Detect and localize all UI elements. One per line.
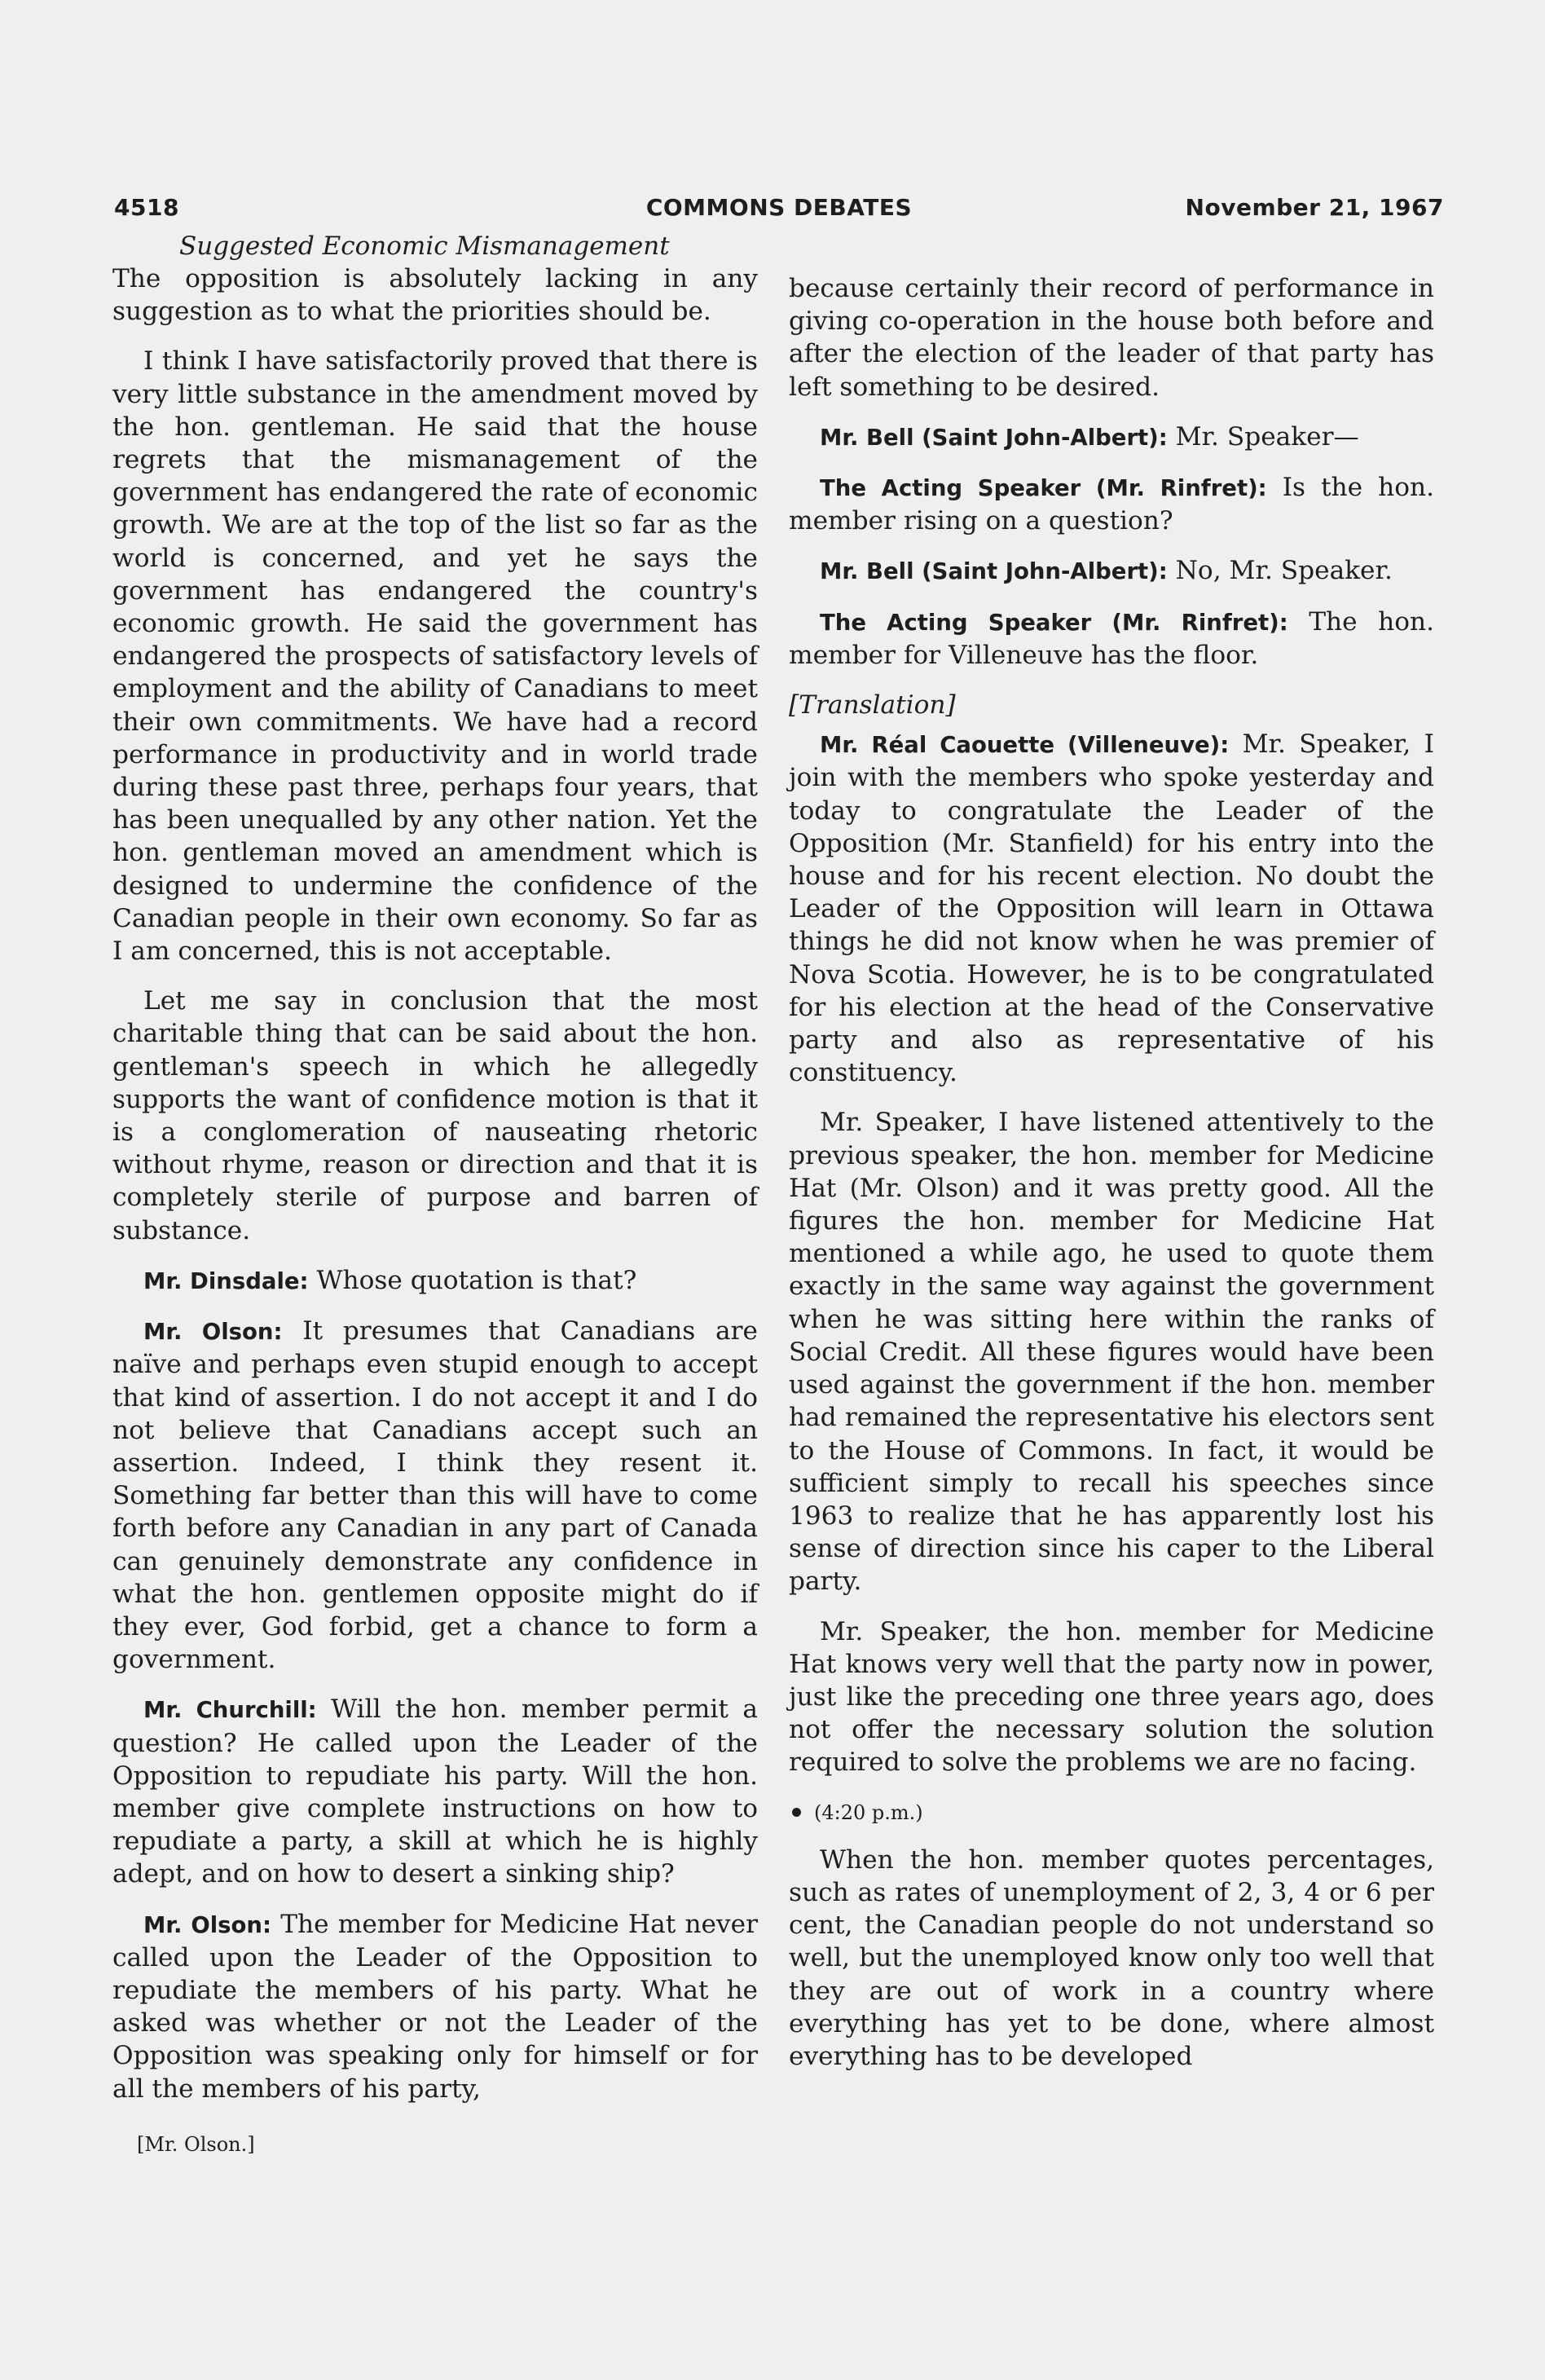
speech-paragraph [789, 421, 1434, 454]
speaker-name: Mr. Bell (Saint John-Albert): [820, 558, 1168, 585]
speech-text: Is the hon. member rising on a question? [789, 473, 1434, 536]
speaker-name: Mr. Olson: [143, 1319, 283, 1346]
speaker-name: The Acting Speaker (Mr. Rinfret): [820, 475, 1267, 502]
speaker-name: The Acting Speaker (Mr. Rinfret): [820, 609, 1288, 636]
speaker-name: Mr. Churchill: [143, 1697, 317, 1724]
speech-paragraph [112, 1315, 758, 1676]
speech-paragraph [789, 728, 1434, 1089]
speaker-name: Mr. Olson: [143, 1911, 271, 1938]
paragraph: The opposition is absolutely lacking in any suggestion as to what the priorities should be. [112, 264, 758, 327]
paragraph: because certainly their record of performance in giving co-operation in the house both before and after the election of the leader of that party has left something to be desired. [789, 274, 1434, 402]
publication-title: COMMONS DEBATES [645, 194, 913, 221]
paragraph: Mr. Speaker, I have listened attentively to the previous speaker, the hon. member for Medicine Hat (Mr. Olson) and it was pretty good. All the figures the hon. member for Medicine Hat mentioned a while ago, he used to quote them exactly in the same way against the government when he was sitting here within the ranks of Social Credit. All these figures would have been used against the government if the hon. member had remained the representative his electors sent to the House of Commons. In fact, it would be sufficient simply to recall his speeches since 1963 to realize that he has apparently lost his sense of direction since his caper to the Liberal party. [789, 1108, 1434, 1597]
speech-text: The member for Medicine Hat never called upon the Leader of the Opposition to repudiate the members of his party. What he asked was whether or not the Leader of the Opposition was speaking only for himself or for all the members of his party, [112, 1909, 758, 2104]
speech-text: Will the hon. member permit a question? He called upon the Leader of the Opposition to repudiate his party. Will the hon. member give complete instructions on how to repudiate a party, a skill at which he is highly adept, and on how to desert a sinking ship? [112, 1695, 758, 1889]
page-number: 4518 [114, 194, 179, 221]
speech-text: No, Mr. Speaker. [1167, 556, 1393, 586]
right-column [789, 272, 1434, 2090]
left-column [112, 230, 758, 2122]
translation-marker: [Translation] [789, 690, 956, 721]
paragraph: When the hon. member quotes percentages, such as rates of unemployment of 2, 3, 4 or 6 per cent, the Canadian people do not understand so well, but the unemployed know only too well that they are out of work in a country where everything has yet to be done, where almost everything has to be developed [789, 1844, 1434, 2071]
time-marker [789, 1796, 1434, 1829]
speech-text: The hon. member for Villeneuve has the floor. [789, 606, 1434, 670]
speech-text: Mr. Speaker, I join with the members who spoke yesterday and today to congratulate the Leader of the Opposition (Mr. Stanfield) for his entry into the house and for his recent election. No doubt the Leader of the Opposition will learn in Ottawa things he did not know when he was premier of Nova Scotia. However, he is to be congratulated for his election at the head of the Conservative party and also as representative of his constituency. [789, 729, 1434, 1088]
publication-date: November 21, 1967 [1185, 194, 1444, 221]
paragraph: Mr. Speaker, the hon. member for Medicine Hat knows very well that the party now in power, just like the preceding one three years ago, does not offer the necessary solution the solution required to solve the problems we are no facing. [789, 1616, 1434, 1778]
speaker-name: Mr. Réal Caouette (Villeneuve): [820, 732, 1230, 759]
speech-paragraph [112, 1264, 758, 1298]
speaker-name: Mr. Bell (Saint John-Albert): [820, 424, 1168, 451]
speech-paragraph [789, 606, 1434, 672]
speech-paragraph [789, 554, 1434, 588]
speech-paragraph [112, 1908, 758, 2105]
speaker-name: Mr. Dinsdale: [143, 1267, 309, 1294]
paragraph: Let me say in conclusion that the most charitable thing that can be said about the hon. gentleman's speech in which he allegedly supports the want of confidence motion is that it is a conglomeration of nauseating rhetoric without rhyme, reason or direction and that it is completely sterile of purpose and barren of substance. [112, 986, 758, 1245]
running-footer: [Mr. Olson.] [137, 2133, 255, 2156]
speech-paragraph [789, 471, 1434, 537]
section-subheading: Suggested Economic Mismanagement [179, 231, 670, 261]
speech-paragraph [112, 1693, 758, 1890]
bullet-icon [792, 1808, 801, 1817]
page-header [114, 194, 1444, 235]
speech-text: It presumes that Canadians are naïve and perhaps even stupid enough to accept that kind of assertion. I do not accept it and I do not believe that Canadians accept such an assertion. Indeed, I think they resent it. Something far better than this will have to come forth before any Canadian in any part of Canada can genuinely demonstrate any confidence in what the hon. gentlemen opposite might do if they ever, God forbid, get a chance to form a government. [112, 1316, 758, 1675]
paragraph: I think I have satisfactorily proved that there is very little substance in the amendment moved by the hon. gentleman. He said that the house regrets that the mismanagement of the government has endangered the rate of economic growth. We are at the top of the list so far as the world is concerned, and yet he says the government has endangered the country's economic growth. He said the government has endangered the prospects of satisfactory levels of employment and the ability of Canadians to meet their own commitments. We have had a record performance in productivity and in world trade during these past three, perhaps four years, that has been unequalled by any other nation. Yet the hon. gentleman moved an amendment which is designed to undermine the confidence of the Canadian people in their own economy. So far as I am concerned, this is not acceptable. [112, 346, 758, 967]
time-marker-text: (4:20 p.m.) [814, 1800, 923, 1824]
speech-text: Mr. Speaker— [1167, 421, 1359, 452]
speech-text: Whose quotation is that? [308, 1265, 637, 1295]
